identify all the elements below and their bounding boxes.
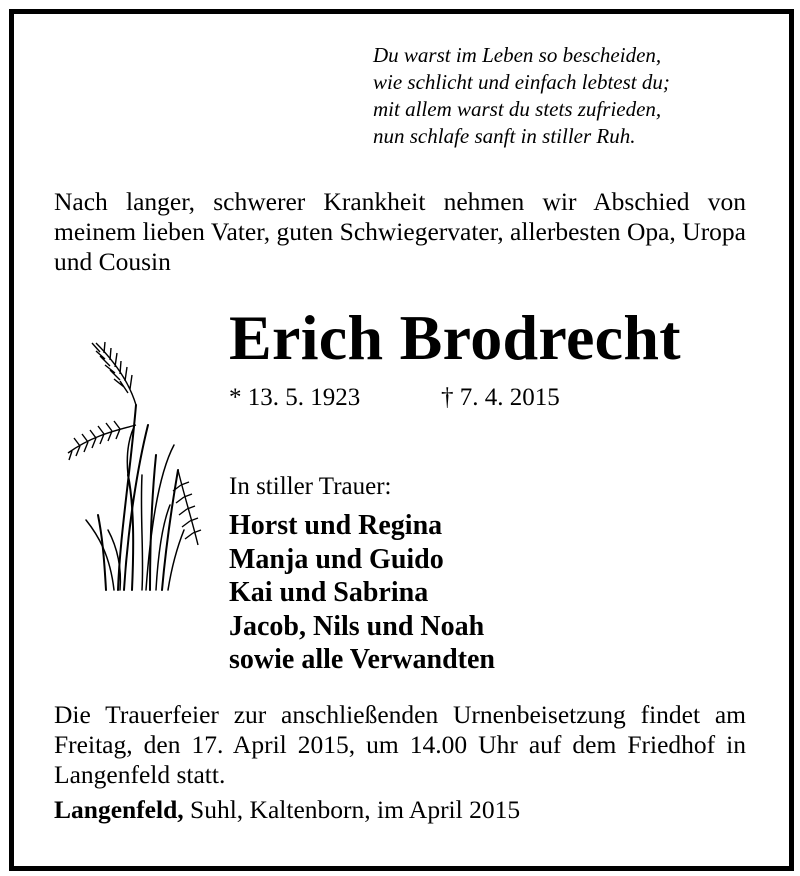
place-bold: Langenfeld, <box>54 795 184 824</box>
life-dates <box>229 383 560 413</box>
birth-date: * 13. 5. 1923 <box>229 384 361 411</box>
mourner-entry: Kai und Sabrina <box>229 577 429 608</box>
funeral-details: Die Trauerfeier zur anschließenden Urnenbeisetzung findet am Freitag, den 17. April 2015, um 14.00 Uhr auf dem Friedhof in Langenfeld statt. <box>54 700 746 789</box>
poem-line: mit allem warst du stets zufrieden, <box>373 97 662 121</box>
mourner-entry: sowie alle Verwandten <box>229 644 495 675</box>
poem-line: nun schlafe sanft in stiller Ruh. <box>373 124 636 148</box>
poem-line: wie schlicht und einfach lebtest du; <box>373 70 670 94</box>
mourning-label: In stiller Trauer: <box>229 473 392 500</box>
poem-line: Du warst im Leben so bescheiden, <box>373 43 662 67</box>
mourner-entry: Jacob, Nils und Noah <box>229 610 485 642</box>
poem <box>373 42 773 150</box>
deceased-name: Erich Brodrecht <box>229 302 681 373</box>
place-rest: Suhl, Kaltenborn, im April 2015 <box>183 795 521 824</box>
place-and-date <box>54 795 520 825</box>
wheat-icon <box>58 335 208 595</box>
intro-text: Nach langer, schwerer Krankheit nehmen wir Abschied von meinem lieben Vater, guten Schwiegervater, allerbesten Opa, Uropa und Cousin <box>54 187 746 276</box>
mourner-entry: Manja und Guido <box>229 543 444 575</box>
mourners-list <box>229 509 495 677</box>
death-date: † 7. 4. 2015 <box>441 384 560 411</box>
mourner-entry: Horst und Regina <box>229 510 443 541</box>
